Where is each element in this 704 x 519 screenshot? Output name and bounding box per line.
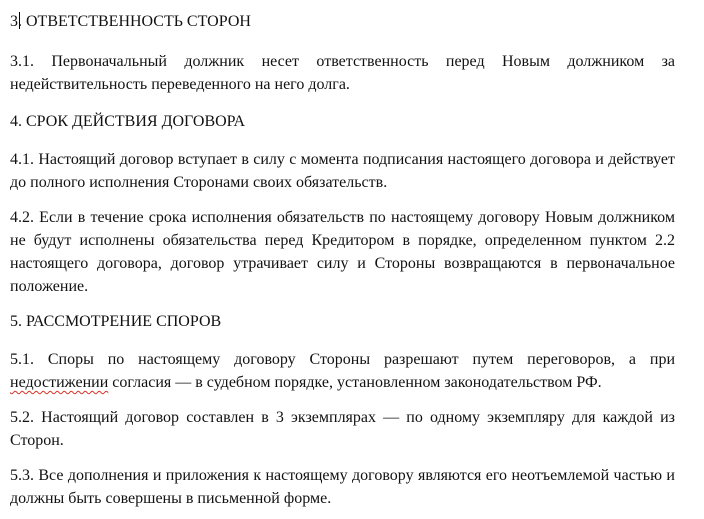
paragraph-4-1: 4.1. Настоящий договор вступает в силу с момента подписания настоящего договора и действует до полного исполнения Сторонами своих обязательств.: [10, 151, 675, 191]
section-5-heading: 5. РАССМОТРЕНИЕ СПОРОВ: [10, 313, 222, 330]
section-3-heading: [10, 11, 251, 33]
paragraph-5-2: 5.2. Настоящий договор составлен в 3 экземплярах — по одному экземпляру для каждой из Сторон.: [10, 409, 675, 449]
paragraph-5-1: [10, 348, 675, 394]
section-4-heading: 4. СРОК ДЕЙСТВИЯ ДОГОВОРА: [10, 113, 246, 130]
paragraph-5-3: 5.3. Все дополнения и приложения к настоящему договору являются его неотъемлемой частью и должны быть совершены в письменной форме.: [10, 467, 675, 507]
paragraph-5-1-end: согласия — в судебном порядке, установленном законодательством РФ.: [108, 374, 602, 391]
paragraph-4-2: 4.2. Если в течение срока исполнения обязательств по настоящему договору Новым должником не будут исполнены обязательства перед Кредитором в порядке, определенном пунктом 2.2 настоящего договора, договор утрачивает силу и Стороны возвращаются в первоначальное положение.: [10, 209, 675, 295]
spellcheck-word[interactable]: недостижении: [10, 374, 109, 391]
heading-first-char: 3: [10, 13, 18, 30]
paragraph-5-1-start: 5.1. Споры по настоящему договору Стороны разрешают путем переговоров, а при: [10, 351, 675, 368]
heading-rest: . ОТВЕТСТВЕННОСТЬ СТОРОН: [18, 13, 251, 30]
paragraph-3-1: 3.1. Первоначальный должник несет ответственность перед Новым должником за недействительность переведенного на него долга.: [10, 53, 675, 93]
